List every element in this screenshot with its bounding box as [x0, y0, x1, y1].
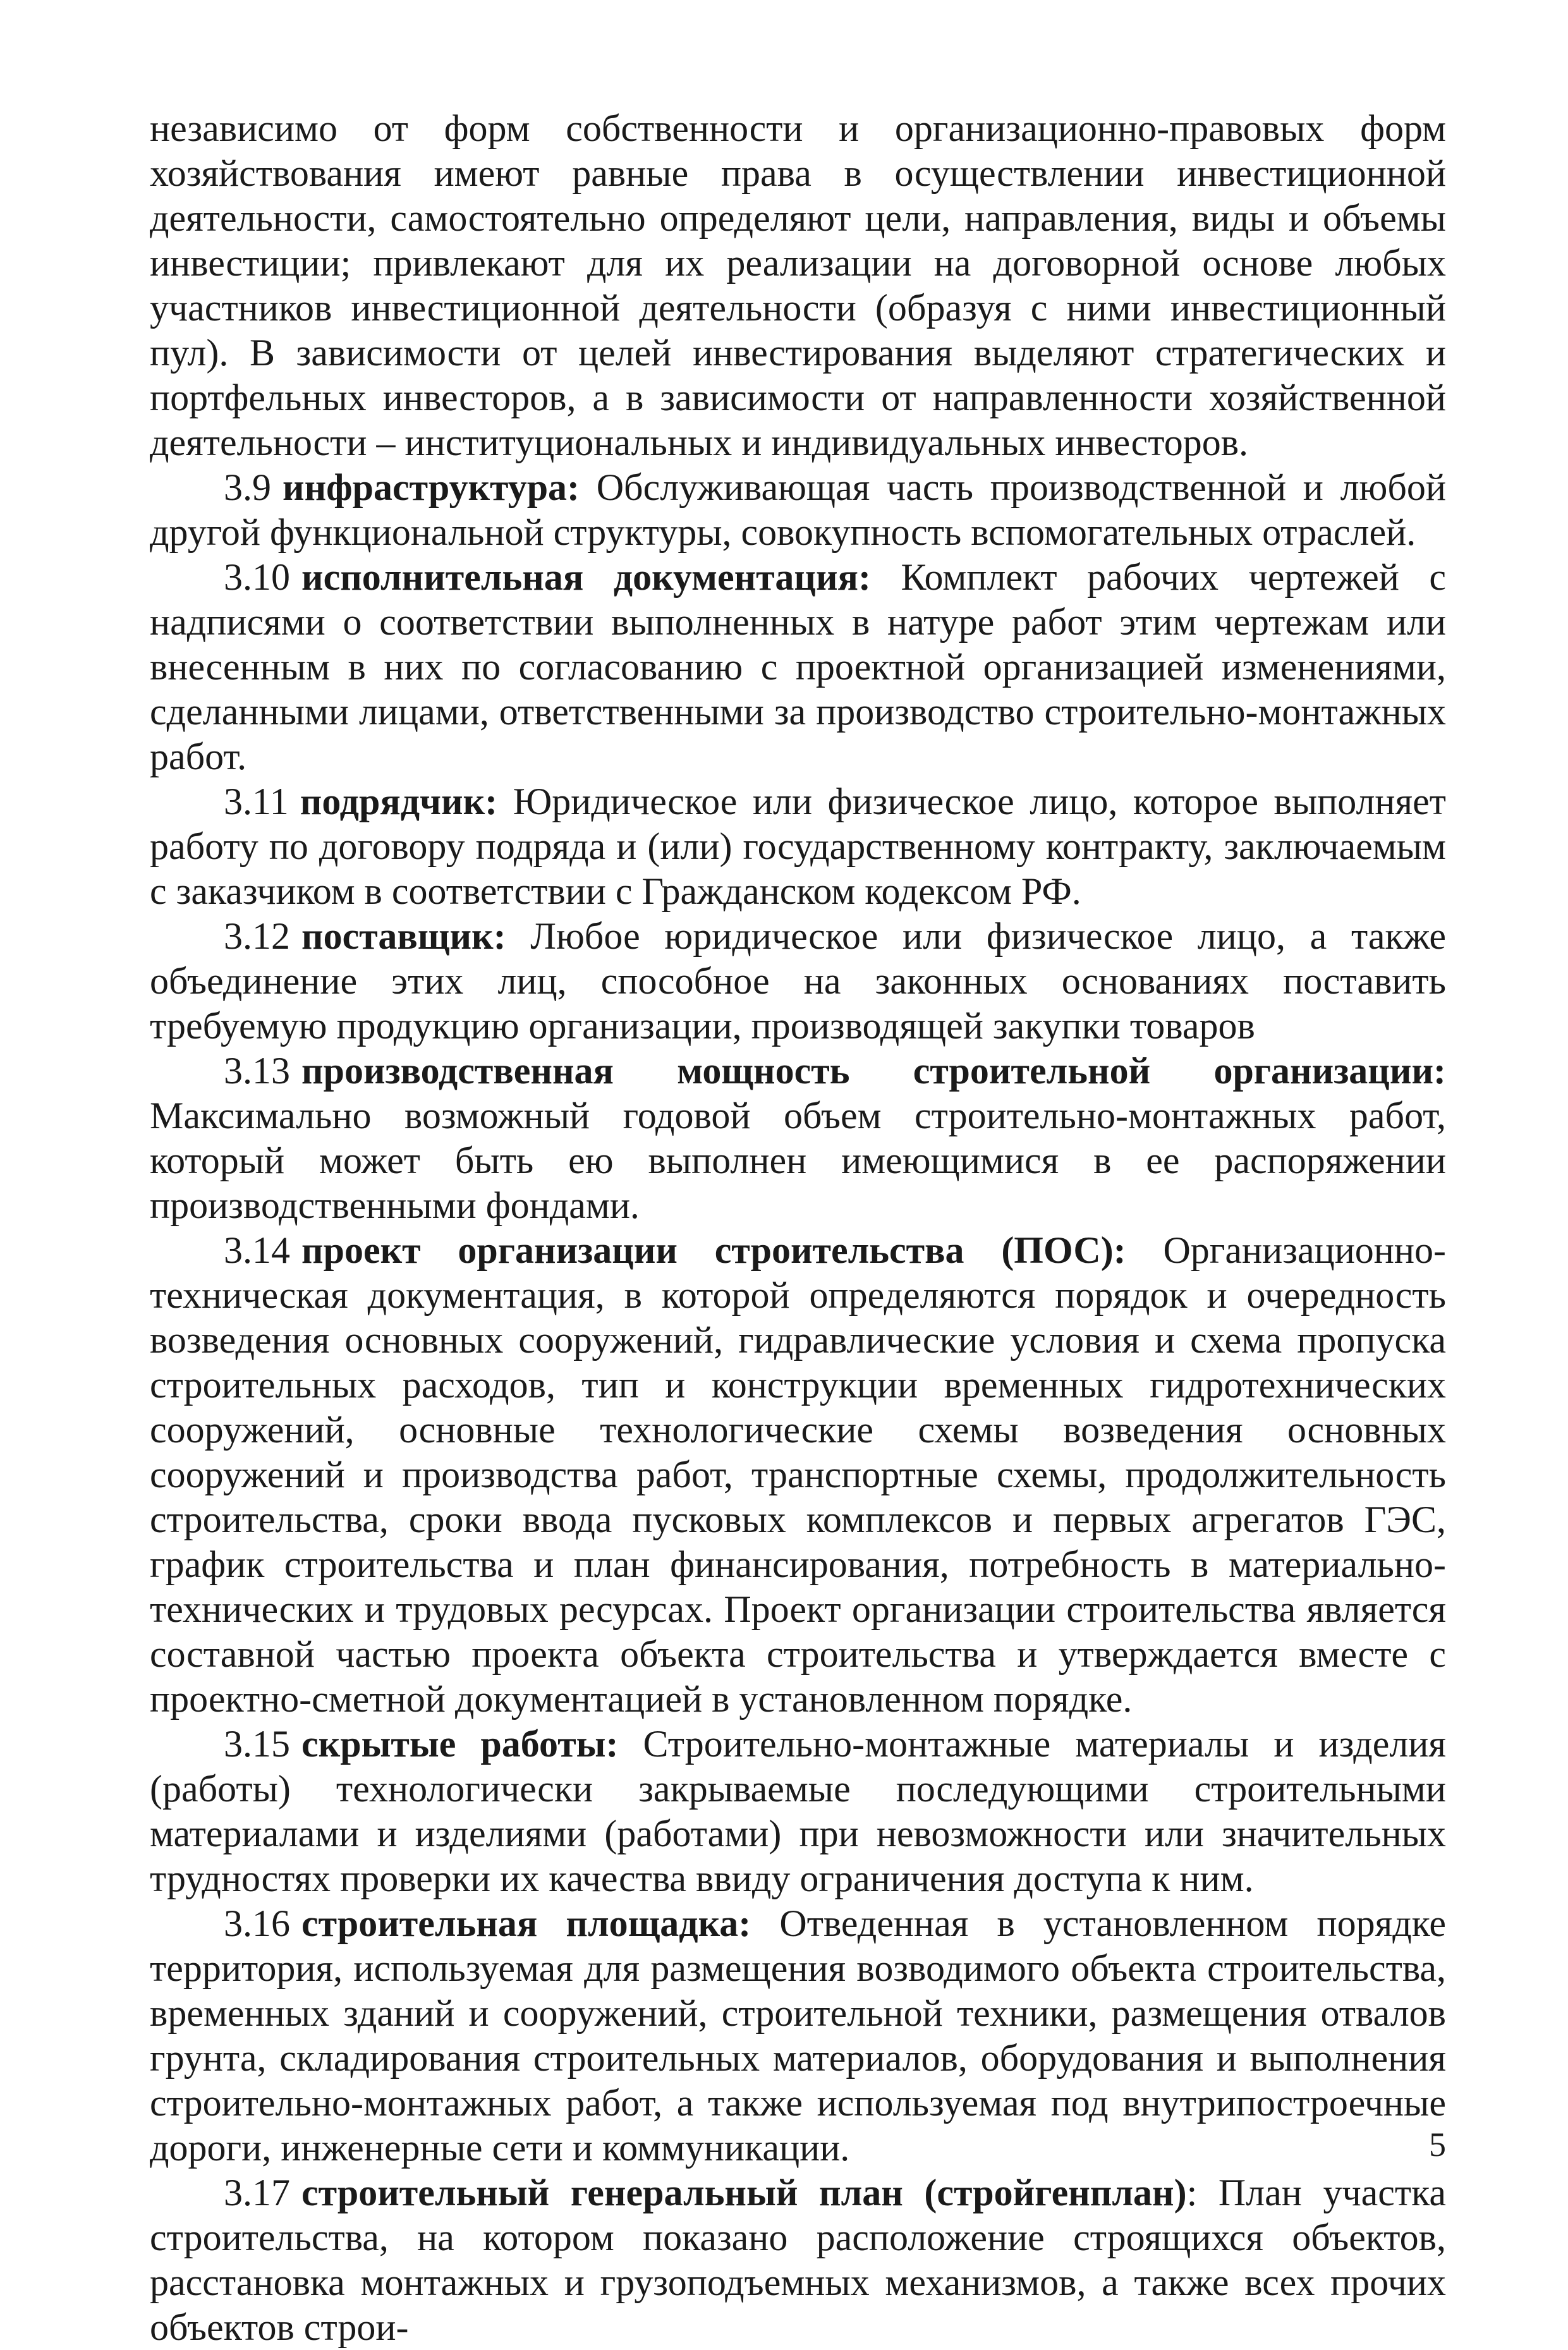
- intro-paragraph: независимо от форм собственности и организационно-правовых форм хозяйствования имеют равные права в осуществлении инвестиционной деятельности, самостоятельно определяют цели, направления, виды и объемы инвестиции; привлекают для их реализации на договорной основе любых участников инвестиционной деятельности (образуя с ними инвестиционный пул). В зависимости от целей инвестирования выделяют стратегических и портфельных инвесторов, а в зависимости от направленности хозяйственной деятельности – институциональных и индивидуальных инвесторов.: [150, 107, 1446, 463]
- entry-definition: Обслуживающая часть производственной и любой другой функциональной структуры, совокупность вспомогательных отраслей.: [150, 466, 1446, 553]
- entry-3-9: [150, 465, 1446, 555]
- entry-term: поставщик:: [301, 915, 506, 957]
- entry-3-15: [150, 1722, 1446, 1901]
- entry-number: 3.10: [224, 556, 290, 598]
- entry-number: 3.11: [224, 781, 289, 822]
- entry-definition: Юридическое или физическое лицо, которое выполняет работу по договору подряда и (или) государственному контракту, заключаемым с заказчиком в соответствии с Гражданском кодексом РФ.: [150, 781, 1446, 912]
- entry-term: подрядчик:: [300, 781, 498, 822]
- entry-3-10: [150, 555, 1446, 779]
- entry-number: 3.17: [224, 2172, 290, 2213]
- entry-3-13: [150, 1049, 1446, 1228]
- entry-3-14: [150, 1228, 1446, 1722]
- entry-definition: Отведенная в установленном порядке территория, используемая для размещения возводимого объекта строительства, временных зданий и сооружений, строительной техники, размещения отвалов грунта, складирования строительных материалов, оборудования и выполнения строительно-монтажных работ, а также используемая под внутрипостроечные дороги, инженерные сети и коммуникации.: [150, 1903, 1447, 2169]
- entry-number: 3.15: [224, 1723, 290, 1765]
- entry-term: инфраструктура:: [283, 466, 580, 508]
- entry-term: строительный генеральный план (стройгенплан): [301, 2172, 1187, 2213]
- entry-3-12: [150, 914, 1446, 1049]
- entry-definition: Любое юридическое или физическое лицо, а также объединение этих лиц, способное на законных основаниях поставить требуемую продукцию организации, производящей закупки товаров: [150, 915, 1446, 1047]
- page-number: 5: [1429, 2126, 1446, 2164]
- entry-term: скрытые работы:: [301, 1723, 619, 1765]
- entry-definition: Организационно-техническая документация, в которой определяются порядок и очередность возведения основных сооружений, гидравлические условия и схема пропуска строительных расходов, тип и конструкции временных гидротехнических сооружений, основные технологические схемы возведения основных сооружений и производства работ, транспортные схемы, продолжительность строительства, сроки ввода пусковых комплексов и первых агрегатов ГЭС, график строительства и план финансирования, потребность в материально-технических и трудовых ресурсах. Проект организации строительства является составной частью проекта объекта строительства и утверждается вместе с проектно-сметной документацией в установленном порядке.: [150, 1229, 1446, 1720]
- entry-number: 3.13: [224, 1050, 290, 1092]
- entry-definition: : План участка строительства, на котором показано расположение строящихся объектов, расстановка монтажных и грузоподъемных механизмов, а также всех прочих объектов строи-: [150, 2172, 1446, 2348]
- entry-term: проект организации строительства (ПОС):: [301, 1229, 1126, 1271]
- entry-term: производственная мощность строительной организации:: [301, 1050, 1446, 1092]
- entry-3-16: [150, 1901, 1446, 2170]
- entry-3-17: [150, 2170, 1446, 2350]
- entry-number: 3.9: [224, 466, 271, 508]
- entry-term: строительная площадка:: [301, 1903, 751, 1944]
- entry-definition: Максимально возможный годовой объем строительно-монтажных работ, который может быть ею выполнен имеющимися в ее распоряжении производственными фондами.: [150, 1095, 1446, 1226]
- entry-number: 3.16: [224, 1903, 290, 1944]
- entry-definition: Комплект рабочих чертежей с надписями о соответствии выполненных в натуре работ этим чертежам или внесенным в них по согласованию с проектной организацией изменениями, сделанными лицами, ответственными за производство строительно-монтажных работ.: [150, 556, 1446, 777]
- entry-3-11: [150, 779, 1446, 914]
- entry-definition: Строительно-монтажные материалы и изделия (работы) технологически закрываемые последующими строительными материалами и изделиями (работами) при невозможности или значительных трудностях проверки их качества ввиду ограничения доступа к ним.: [150, 1723, 1447, 1899]
- entry-number: 3.12: [224, 915, 290, 957]
- entry-term: исполнительная документация:: [301, 556, 871, 598]
- entry-number: 3.14: [224, 1229, 290, 1271]
